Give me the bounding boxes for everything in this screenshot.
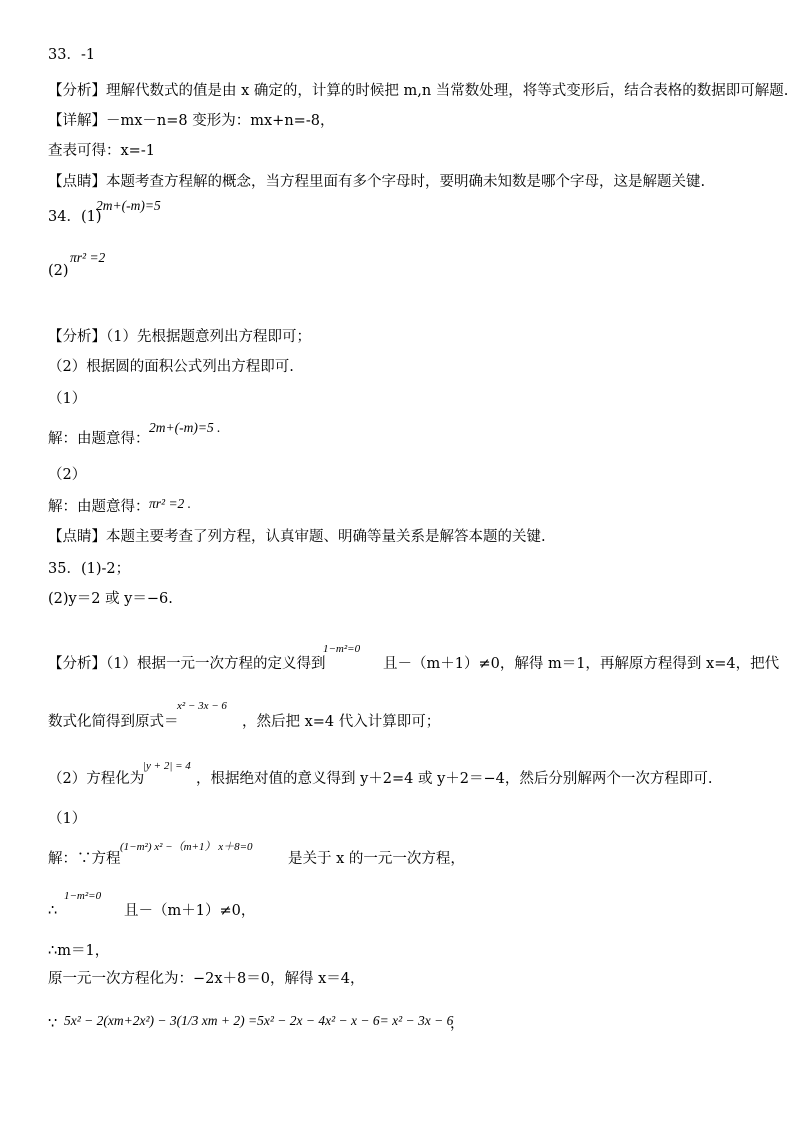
equation-2m-dot: 2m+(-m)=5 . <box>149 420 221 435</box>
solution-35-a: 解：∵方程 <box>48 851 121 867</box>
lookup-33: 查表可得：x=-1 <box>48 143 155 159</box>
detail-33: 【详解】－mx－n=8 变形为：mx+n=-8， <box>48 113 335 129</box>
comment-34: 【点睛】本题主要考查了列方程，认真审题、明确等量关系是解答本题的关键. <box>48 529 546 545</box>
analysis-35-e: （2）方程化为 <box>48 771 145 787</box>
equation-x2: x² − 3x − 6 <box>177 700 227 712</box>
part-1-label-35: （1） <box>48 811 87 827</box>
solution-34-1-label: 解：由题意得： <box>48 431 150 447</box>
m-equals-1: ∴m＝1， <box>48 943 110 959</box>
analysis-34-2: （2）根据圆的面积公式列出方程即可. <box>48 359 294 375</box>
part-2-label: （2） <box>48 467 87 483</box>
comma-end: ， <box>450 1016 465 1032</box>
because-35: ∵ <box>48 1016 58 1032</box>
part-1-label: （1） <box>48 391 87 407</box>
equation-2m: 2m+(-m)=5 <box>96 198 161 213</box>
analysis-33: 【分析】理解代数式的值是由 x 确定的，计算的时候把 m,n 当常数处理，将等式变形后，结合表格的数据即可解题. <box>48 83 789 99</box>
analysis-34: 【分析】（1）先根据题意列出方程即可； <box>48 329 311 345</box>
analysis-35-d: ，然后把 x=4 代入计算即可； <box>242 714 441 730</box>
analysis-35-a: 【分析】（1）根据一元一次方程的定义得到 <box>48 656 326 672</box>
equation-last: 5x² − 2(xm+2x²) − 3(1/3 xm + 2) =5x² − 2x − 4x² − x − 6= x² − 3x − 6 <box>64 1013 454 1028</box>
solution-34-2-label: 解：由题意得： <box>48 499 150 515</box>
equation-1m2-b: 1−m²=0 <box>64 890 102 902</box>
analysis-35-b: 且－（m＋1）≠0，解得 m＝1，再解原方程得到 x=4，把代 <box>383 656 780 672</box>
comment-33: 【点睛】本题考查方程解的概念，当方程里面有多个字母时，要明确未知数是哪个字母，这是解题关键. <box>48 174 706 190</box>
answer-34-2-label: (2) <box>48 263 69 279</box>
equation-full: (1−m²) x² −（m+1） x＋8=0 <box>120 841 253 853</box>
simplified-equation: 原一元一次方程化为：−2x＋8＝0，解得 x＝4， <box>48 971 365 987</box>
equation-pir-dot: πr² =2 . <box>149 496 192 511</box>
solution-35-c: 且－（m＋1）≠0， <box>124 903 256 919</box>
answer-33: 33．-1 <box>48 47 96 63</box>
solution-35-b: 是关于 x 的一元一次方程， <box>288 851 465 867</box>
analysis-35-f: ，根据绝对值的意义得到 y＋2=4 或 y＋2＝−4，然后分别解两个一次方程即可. <box>196 771 713 787</box>
equation-1m2: 1−m²=0 <box>323 643 361 655</box>
analysis-35-c: 数式化简得到原式＝ <box>48 714 179 730</box>
answer-35-2: (2)y＝2 或 y＝−6. <box>48 591 173 607</box>
therefore-35: ∴ <box>48 903 58 919</box>
equation-pir: πr² =2 <box>70 250 106 265</box>
answer-35-1: 35．(1)-2； <box>48 561 131 577</box>
equation-abs: |y + 2| = 4 <box>143 760 191 772</box>
answer-34-1-label: 34．(1) <box>48 209 102 225</box>
